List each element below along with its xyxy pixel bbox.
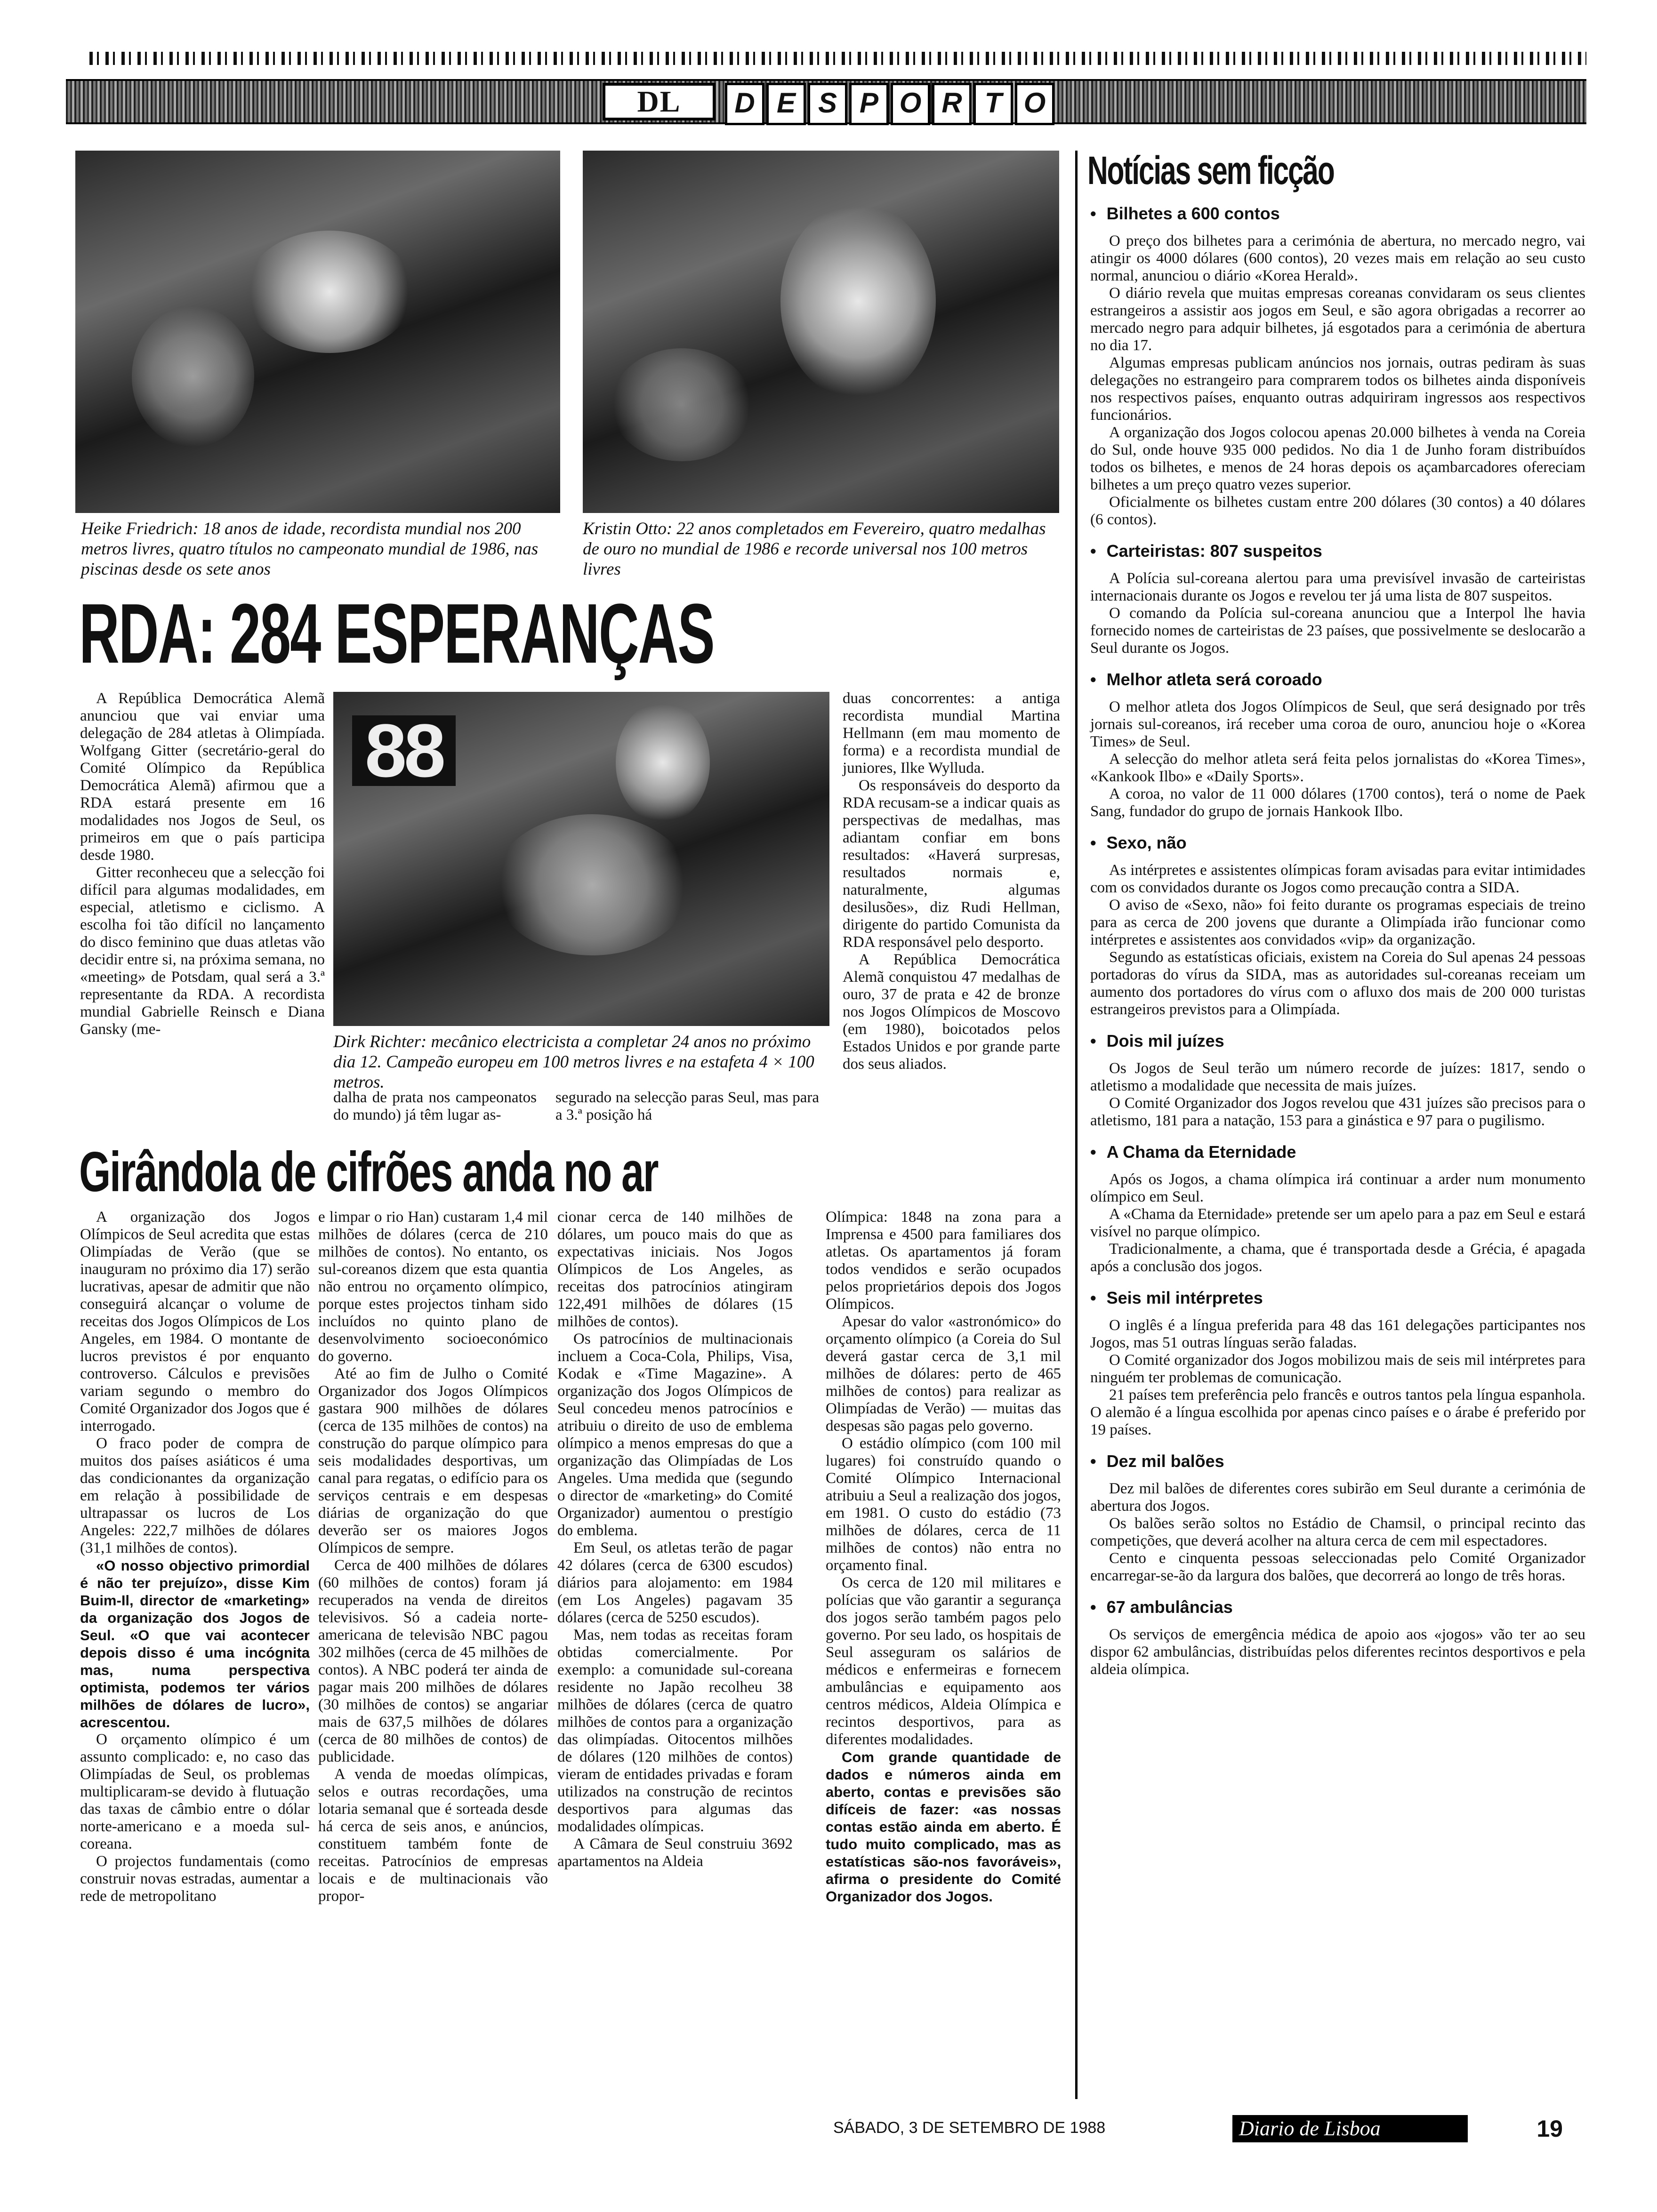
section-letter: S <box>808 83 847 125</box>
section-letter: E <box>766 83 806 125</box>
paragraph: O fraco poder de compra de muitos dos países asiáticos é uma das condicionantes da organização em relação à possibilidade de ultrapassar os lucros de Los Angeles: 222,7 milhões de dólares (31,1 milhões de contos). <box>80 1435 310 1556</box>
section-title <box>725 83 1056 120</box>
paragraph: segurado na selecção paras Seul, mas para a 3.ª posição há <box>555 1089 819 1123</box>
news-item-body <box>1090 1171 1585 1275</box>
caption-dirk: Dirk Richter: mecânico electricista a completar 24 anos no próximo dia 12. Campeão europeu em 100 metros livres e na estafeta 4 × 100 metros. <box>333 1032 814 1092</box>
paragraph: O orçamento olímpico é um assunto complicado: e, no caso das Olimpíadas de Seul, os problemas multiplicaram-se devido à flutuação das taxas de câmbio entre o dólar norte-americano e a moeda sul-coreana. <box>80 1731 310 1852</box>
section-letter: O <box>891 83 930 125</box>
paragraph: Os responsáveis do desporto da RDA recusam-se a indicar quais as perspectivas de medalhas, mas adiantam confiar em bons resultados: «Haverá surpresas, resultados normais e, naturalmente, algumas desilusões», diz Rudi Hellman, dirigente do partido Comunista da RDA responsável pelo desporto. <box>843 777 1060 951</box>
article2-column-4 <box>826 1209 1061 1905</box>
paragraph: A República Democrática Alemã conquistou 47 medalhas de ouro, 37 de prata e 42 de bronze nos Jogos Olímpicos de Moscovo (em 1980), boicotados pelos Estados Unidos e por grande parte dos seus aliados. <box>843 951 1060 1073</box>
paragraph: O comando da Polícia sul-coreana anunciou que a Interpol lhe havia fornecido nomes de carteiristas de 23 países, que possivelmente se deslocarão a Seul durante os Jogos. <box>1090 605 1585 657</box>
paragraph: Olímpica: 1848 na zona para a Imprensa e 4500 para familiares dos atletas. Os apartamentos já foram todos vendidos e serão ocupados pelos proprietários depois dos Jogos Olímpicos. <box>826 1209 1061 1313</box>
paragraph: A Polícia sul-coreana alertou para uma previsível invasão de carteiristas internacionais durante os Jogos e revelou ter já uma lista de 807 suspeitos. <box>1090 570 1585 604</box>
headline-girandola: Girândola de cifrões anda no ar <box>79 1140 658 1203</box>
news-item-body <box>1090 862 1585 1018</box>
news-item-heading: • 67 ambulâncias <box>1090 1597 1585 1618</box>
caption-heike: Heike Friedrich: 18 anos de idade, recordista mundial nos 200 metros livres, quatro títulos no campeonato mundial de 1986, nas piscinas desde os sete anos <box>81 519 539 579</box>
paragraph: Os Jogos de Seul terão um número recorde de juízes: 1817, sendo o atletismo a modalidade que necessita de mais juízes. <box>1090 1060 1585 1094</box>
photo-kristin-otto <box>583 151 1059 513</box>
paragraph: A organização dos Jogos colocou apenas 20.000 bilhetes à venda na Coreia do Sul, onde houve 935 000 pedidos. No dia 1 de Junho foram distribuídos todos os bilhetes, e menos de 24 horas depois os açambarcadores ofereciam bilhetes a um preço quatro vezes superior. <box>1090 424 1585 493</box>
news-item-heading: • Dois mil juízes <box>1090 1031 1585 1051</box>
caption-kristin: Kristin Otto: 22 anos completados em Fevereiro, quatro medalhas de ouro no mundial de 1986 e recorde universal nos 100 metros livres <box>583 519 1046 579</box>
paragraph: O Comité organizador dos Jogos mobilizou mais de seis mil intérpretes para ninguém ter problemas de comunicação. <box>1090 1352 1585 1386</box>
headline-rda: RDA: 284 ESPERANÇAS <box>79 586 714 681</box>
paragraph: 21 países tem preferência pelo francês e outros tantos pela língua espanhola. O alemão é a língua escolhida por apenas cinco países e o árabe é preferido por 19 países. <box>1090 1387 1585 1438</box>
paragraph: Os serviços de emergência médica de apoio aos «jogos» vão ter ao seu dispor 62 ambulâncias, distribuídas pelos diferentes recintos desportivos e pela aldeia olímpica. <box>1090 1626 1585 1678</box>
paragraph: duas concorrentes: a antiga recordista mundial Martina Hellmann (em mau momento de forma) e a recordista mundial de juniores, Ilke Wylluda. <box>843 690 1060 777</box>
paragraph: Em Seul, os atletas terão de pagar 42 dólares (cerca de 6300 escudos) diários para alojamento: em 1984 (em Los Angeles) pagavam 35 dólares (cerca de 5250 escudos). <box>557 1539 793 1626</box>
news-item-body <box>1090 1317 1585 1439</box>
paragraph: Dez mil balões de diferentes cores subirão em Seul durante a cerimónia de abertura dos Jogos. <box>1090 1480 1585 1515</box>
paragraph: A organização dos Jogos Olímpicos de Seul acredita que estas Olimpíadas de Verão (que se inauguram no próximo dia 17) serão lucrativas, apesar de admitir que não conseguirá alcançar o volume de receitas dos Jogos Olímpicos de Los Angeles, em 1984. O montante de lucros previstos é por enquanto controverso. Cálculos e previsões variam segundo o membro do Comité Organizador dos Jogos que é interrogado. <box>80 1209 310 1435</box>
photo-dirk-richter <box>333 692 829 1026</box>
paragraph: A «Chama da Eternidade» pretende ser um apelo para a paz em Seul e estará visível no parque olímpico. <box>1090 1206 1585 1240</box>
paragraph: A Câmara de Seul construiu 3692 apartamentos na Aldeia <box>557 1835 793 1870</box>
news-item-body <box>1090 698 1585 820</box>
lane-number: 88 <box>352 715 456 786</box>
news-item-heading: • Dez mil balões <box>1090 1451 1585 1472</box>
paragraph: A coroa, no valor de 11 000 dólares (1700 contos), terá o nome de Paek Sang, fundador do grupo de jornais Hankook Ilbo. <box>1090 785 1585 820</box>
paragraph: Após os Jogos, a chama olímpica irá continuar a arder num monumento olímpico em Seul. <box>1090 1171 1585 1205</box>
paragraph: A República Democrática Alemã anunciou que vai enviar uma delegação de 284 atletas à Olimpíada. Wolfgang Gitter (secretário-geral do Comité Olímpico da República Democrática Alemã) afirmou que a RDA estará presente em 16 modalidades nos Jogos de Seul, os primeiros em que o país participa desde 1980. <box>80 690 325 864</box>
section-letter: P <box>849 83 889 125</box>
news-item-body <box>1090 1060 1585 1130</box>
article2-column-3 <box>557 1209 793 1870</box>
section-letter: T <box>973 83 1013 125</box>
article2-column-1 <box>80 1209 310 1905</box>
news-item-heading: • Carteiristas: 807 suspeitos <box>1090 541 1585 561</box>
article1-column-1 <box>80 690 325 1038</box>
news-item-heading: • Bilhetes a 600 contos <box>1090 203 1585 224</box>
section-letter: O <box>1015 83 1054 125</box>
paragraph: «O nosso objectivo primordial é não ter prejuízo», disse Kim Buim-Il, director de «marketing» da organização dos Jogos de Seul. «O que vai acontecer depois disso é uma incógnita mas, numa perspectiva optimista, podemos ter vários milhões de dólares de lucro», acrescentou. <box>80 1557 310 1731</box>
news-item-heading: • A Chama da Eternidade <box>1090 1142 1585 1162</box>
page-number: 19 <box>1536 2116 1563 2142</box>
paragraph: Algumas empresas publicam anúncios nos jornais, outras pediram às suas delegações no estrangeiro para comprarem todos os bilhetes ainda disponíveis nos respectivos países, enquanto outras adquiriram ingressos aos respectivos funcionários. <box>1090 354 1585 424</box>
paragraph: Até ao fim de Julho o Comité Organizador dos Jogos Olímpicos gastara 900 milhões de dólares (cerca de 135 milhões de contos) na construção do parque olímpico para seis modalidades desportivas, um canal para regatas, o edifício para os serviços centrais e em despesas diárias de organização do que deverão ser os maiores Jogos Olímpicos de sempre. <box>318 1365 548 1556</box>
paragraph: Mas, nem todas as receitas foram obtidas comercialmente. Por exemplo: a comunidade sul-coreana residente no Japão recolheu 38 milhões de dólares (cerca de quatro milhões de contos para a organização das olimpíadas. Oitocentos milhões de dólares (120 milhões de contos) vieram de entidades privadas e foram utilizados na construção de recintos desportivos para algumas das modalidades olímpicas. <box>557 1627 793 1835</box>
footer-date: SÁBADO, 3 DE SETEMBRO DE 1988 <box>833 2119 1106 2137</box>
paragraph: dalha de prata nos campeonatos do mundo) já têm lugar as- <box>333 1089 537 1123</box>
section-letter: R <box>932 83 972 125</box>
paragraph: O diário revela que muitas empresas coreanas convidaram os seus clientes estrangeiros a assistir aos jogos em Seul, e são agora obrigadas a recorrer ao mercado negro para adquir bilhetes, já esgotados para a cerimónia de abertura no dia 17. <box>1090 285 1585 354</box>
paragraph: O melhor atleta dos Jogos Olímpicos de Seul, que será designado por três jornais sul-coreanos, irá receber uma coroa de ouro, anunciou hoje o «Korea Times» de Seul. <box>1090 698 1585 750</box>
paragraph: O preço dos bilhetes para a cerimónia de abertura, no mercado negro, vai atingir os 4000 dólares (600 contos), 20 vezes mais em relação ao seu custo normal, anunciou o diário «Korea Herald». <box>1090 232 1585 284</box>
news-item-body <box>1090 570 1585 657</box>
news-item-body <box>1090 1480 1585 1585</box>
footer-paper-name: Diario de Lisboa <box>1232 2115 1468 2142</box>
column-divider <box>1075 151 1078 2099</box>
paragraph: e limpar o rio Han) custaram 1,4 mil milhões de dólares (cerca de 210 milhões de contos). No entanto, os sul-coreanos dizem que esta quantia não entrou no orçamento olímpico, porque estes projectos tinham sido incluídos no quinto plano de desenvolvimento socioeconómico do governo. <box>318 1209 548 1365</box>
paragraph: Gitter reconheceu que a selecção foi difícil para algumas modalidades, em especial, atletismo e ciclismo. A escolha foi tão difícil no lançamento do disco feminino que duas atletas vão decidir entre si, na próxima semana, no «meeting» de Potsdam, qual será a 3.ª representante da RDA. A recordista mundial Gabrielle Reinsch e Diana Gansky (me- <box>80 864 325 1038</box>
paragraph: Os patrocínios de multinacionais incluem a Coca-Cola, Philips, Visa, Kodak e «Time Magazine». A organização dos Jogos Olímpicos de Seul concedeu menos patrocínios e atribuiu o direito de uso de emblema olímpico a menos empresas do que a organização das Olimpíadas de Los Angeles. Uma medida que (segundo o director de «marketing» do Comité Organizador) aumentou o prestígio do emblema. <box>557 1330 793 1539</box>
paragraph: Cerca de 400 milhões de dólares (60 milhões de contos) foram já recuperados na venda de direitos televisivos. Só a cadeia norte-americana de televisão NBC pagou 302 milhões (cerca de 45 milhões de contos). A NBC poderá ter ainda de pagar mais 200 milhões de dólares (30 milhões de contos) se angariar mais de 637,5 milhões de dólares (cerca de 80 milhões de contos) de publicidade. <box>318 1557 548 1765</box>
paragraph: As intérpretes e assistentes olímpicas foram avisadas para evitar intimidades com os convidados durante os Jogos como precaução contra a SIDA. <box>1090 862 1585 896</box>
news-item-heading: • Melhor atleta será coroado <box>1090 669 1585 690</box>
paragraph: Cento e cinquenta pessoas seleccionadas pelo Comité Organizador encarregar-se-ão da largura dos balões, que decorrerá ao longo de três horas. <box>1090 1550 1585 1584</box>
paragraph: O estádio olímpico (com 100 mil lugares) foi construído quando o Comité Olímpico Internacional atribuiu a Seul a realização dos jogos, em 1981. O custo do estádio (73 milhões de dólares, cerca de 11 milhões de contos) não entra no orçamento final. <box>826 1435 1061 1574</box>
photo-heike-friedrich <box>75 151 560 513</box>
section-letter: D <box>725 83 764 125</box>
article2-column-2 <box>318 1209 548 1905</box>
dl-logo: DL <box>603 83 716 120</box>
sidebar-news <box>1090 203 1585 2086</box>
paragraph: Os cerca de 120 mil militares e polícias que vão garantir a segurança dos jogos serão também pagos pelo governo. Por seu lado, os hospitais de Seul asseguram os salários de médicos e enfermeiras e fornecem ambulâncias e equipamento aos centros médicos, Aldeia Olímpica e recintos desportivos, para as diferentes modalidades. <box>826 1574 1061 1748</box>
news-item-body <box>1090 232 1585 529</box>
paragraph: A venda de moedas olímpicas, selos e outras recordações, uma lotaria semanal que é sorteada desde há cerca de seis anos, e anúncios, constituem também fonte de receitas. Patrocínios de empresas locais e de multinacionais vão propor- <box>318 1766 548 1905</box>
news-item-heading: • Seis mil intérpretes <box>1090 1288 1585 1308</box>
paragraph: O Comité Organizador dos Jogos revelou que 431 juízes são precisos para o atletismo, 181 para a natação, 153 para a ginástica e 97 para o pugilismo. <box>1090 1095 1585 1129</box>
paragraph: Com grande quantidade de dados e números ainda em aberto, contas e previsões são difíceis de fazer: «as nossas contas estão ainda em aberto. É tudo muito complicado, mas as estatísticas são-nos favoráveis», afirma o presidente do Comité Organizador dos Jogos. <box>826 1749 1061 1905</box>
paragraph: A selecção do melhor atleta será feita pelos jornalistas do «Korea Times», «Kankook Ilbo» e «Daily Sports». <box>1090 751 1585 785</box>
paragraph: Segundo as estatísticas oficiais, existem na Coreia do Sul apenas 24 pessoas portadoras do vírus da SIDA, mas as autoridades sul-coreanas receiam um aumento dos portadores do vírus com o afluxo dos mais de 200 000 turistas estrangeiros previstos para a Olimpíada. <box>1090 949 1585 1018</box>
article1-column-3 <box>555 1089 819 1124</box>
paragraph: O projectos fundamentais (como construir novas estradas, aumentar a rede de metropolitano <box>80 1853 310 1905</box>
sidebar-title: Notícias sem ficção <box>1087 148 1334 192</box>
news-item-heading: • Sexo, não <box>1090 833 1585 853</box>
paragraph: O aviso de «Sexo, não» foi feito durante os programas especiais de treino para as cerca de 200 jovens que durante a Olimpíada irão funcionar como intérpretes e assistentes aos convidados «vip» da organização. <box>1090 897 1585 948</box>
paragraph: cionar cerca de 140 milhões de dólares, um pouco mais do que as expectativas iniciais. Nos Jogos Olímpicos de Los Angeles, as receitas dos patrocínios atingiram 122,491 milhões de dólares (15 milhões de contos). <box>557 1209 793 1330</box>
paragraph: Os balões serão soltos no Estádio de Chamsil, o principal recinto das competições, que deverá acolher na altura cerca de cem mil espectadores. <box>1090 1515 1585 1549</box>
article1-column-2 <box>333 1089 537 1124</box>
paragraph: Oficialmente os bilhetes custam entre 200 dólares (30 contos) a 40 dólares (6 contos). <box>1090 494 1585 528</box>
top-rule <box>89 52 1586 65</box>
news-item-body <box>1090 1626 1585 1678</box>
paragraph: Tradicionalmente, a chama, que é transportada desde a Grécia, é apagada após a conclusão dos jogos. <box>1090 1241 1585 1275</box>
article1-column-4 <box>843 690 1060 1073</box>
paragraph: O inglês é a língua preferida para 48 das 161 delegações participantes nos Jogos, mas 51 outras línguas serão faladas. <box>1090 1317 1585 1351</box>
paragraph: Apesar do valor «astronómico» do orçamento olímpico (a Coreia do Sul deverá gastar cerca de 3,1 mil milhões de dólares: perto de 465 milhões de contos) para realizar as Olimpíadas de Verão) — muitas das despesas são pagas pelo governo. <box>826 1313 1061 1435</box>
